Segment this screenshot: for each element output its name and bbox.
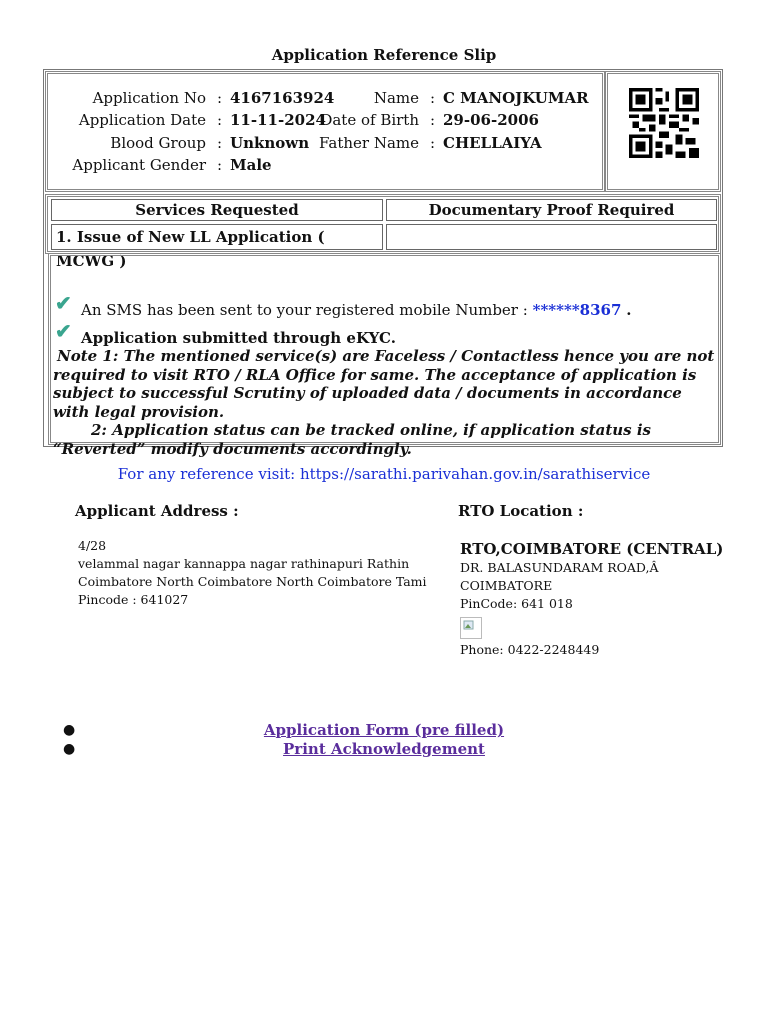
application-date-value: 11-11-2024 (230, 111, 326, 129)
colon: : (217, 134, 223, 152)
checkmark-icon: ✔ (55, 319, 72, 343)
proof-cell (386, 224, 717, 250)
rto-pincode: PinCode: 641 018 (460, 596, 573, 611)
rto-address (460, 559, 658, 613)
sms-message (81, 301, 631, 319)
sms-text: An SMS has been sent to your registered mobile Number : (81, 301, 528, 319)
father-name-value: CHELLAIYA (443, 134, 542, 152)
father-name-label: Father Name (318, 134, 419, 152)
dob-value: 29-06-2006 (443, 111, 539, 129)
colon: : (430, 111, 436, 129)
checkmark-icon: ✔ (55, 291, 72, 315)
applicant-address (78, 537, 427, 609)
bullet-icon: ● (63, 722, 76, 738)
address-line-2: velammal nagar kannappa nagar rathinapuri Rathin (78, 556, 410, 571)
proof-header: Documentary Proof Required (386, 199, 717, 221)
colon: : (217, 89, 223, 107)
name-value: C MANOJKUMAR (443, 89, 589, 107)
gender-value: Male (230, 156, 272, 174)
services-header: Services Requested (51, 199, 383, 221)
broken-image-icon (460, 617, 482, 639)
reference-link-text: For any reference visit: https://sarathi.parivahan.gov.in/sarathiservice (117, 465, 651, 483)
blood-group-label: Blood Group (110, 134, 206, 152)
mobile-number: ******8367 (532, 301, 622, 319)
sms-dot: . (626, 301, 632, 319)
name-label: Name (373, 89, 419, 107)
service-item: 1. Issue of New LL Application ( MCWG ) (51, 224, 383, 250)
address-line-1: 4/28 (78, 538, 107, 553)
rto-name: RTO,COIMBATORE (CENTRAL) (460, 540, 724, 558)
colon: : (430, 89, 436, 107)
application-no-label: Application No (92, 89, 206, 107)
ekyc-message: Application submitted through eKYC. (81, 329, 396, 347)
application-form-link[interactable]: Application Form (pre filled) (263, 721, 505, 739)
address-pincode: Pincode : 641027 (78, 592, 189, 607)
link-row-ack (0, 740, 768, 758)
colon: : (217, 156, 223, 174)
print-acknowledgement-link[interactable]: Print Acknowledgement (283, 740, 485, 758)
note-1: Note 1: The mentioned service(s) are Faceless / Contactless hence you are not required to visit RTO / RLA Office for same. The acceptance of application is subject to successful Scrutiny of uploaded data / documents in accordance with legal provision. (53, 347, 715, 421)
address-line-3: Coimbatore North Coimbatore North Coimbatore Tami (78, 574, 427, 589)
notes (53, 347, 717, 458)
rto-line-2: COIMBATORE (460, 578, 553, 593)
applicant-address-heading: Applicant Address : (75, 502, 239, 520)
link-row-form (0, 721, 768, 739)
colon: : (217, 111, 223, 129)
bullet-icon: ● (63, 741, 76, 757)
dob-label: Date of Birth (320, 111, 419, 129)
page-title: Application Reference Slip (271, 46, 497, 64)
colon: : (430, 134, 436, 152)
blood-group-value: Unknown (230, 134, 310, 152)
gender-label: Applicant Gender (72, 156, 206, 174)
application-date-label: Application Date (78, 111, 206, 129)
rto-location-heading: RTO Location : (458, 502, 584, 520)
qr-code (629, 88, 699, 158)
note-2: 2: Application status can be tracked online, if application status is “Reverted” modify documents accordingly. (53, 421, 651, 458)
rto-phone: Phone: 0422-2248449 (460, 642, 600, 657)
application-no-value: 4167163924 (230, 89, 335, 107)
rto-line-1: DR. BALASUNDARAM ROAD,Â (460, 560, 659, 575)
